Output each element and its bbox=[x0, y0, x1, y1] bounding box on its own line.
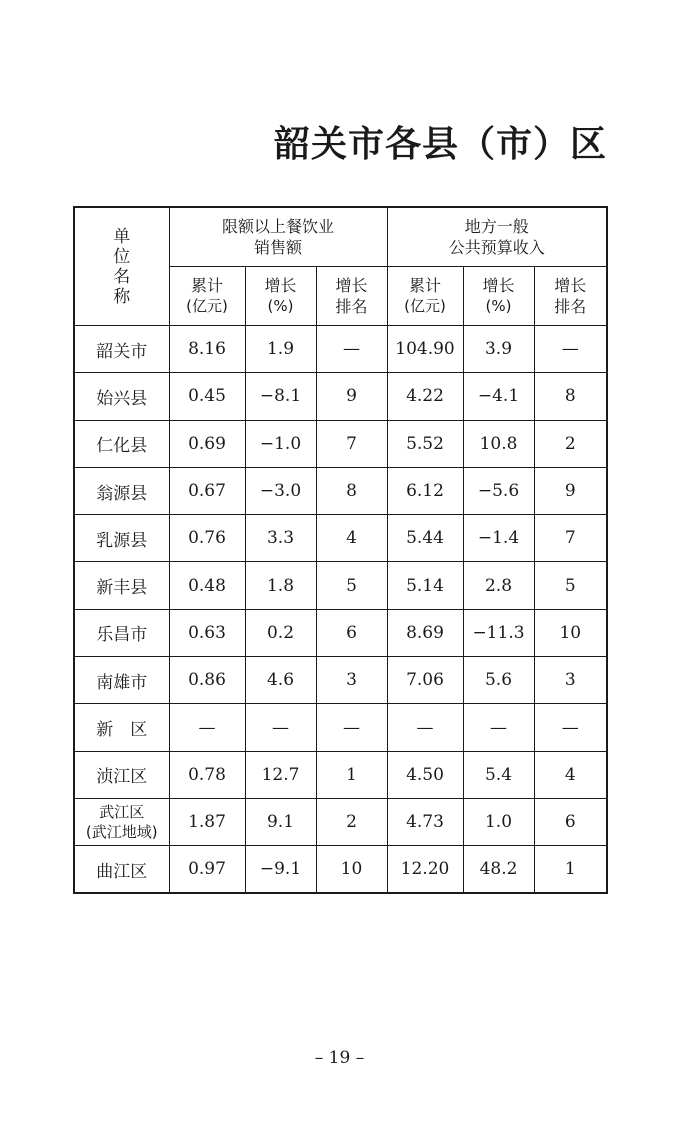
table-cell: 1 bbox=[316, 751, 387, 798]
table-row bbox=[74, 846, 607, 893]
sub-header-line: 增长 bbox=[482, 276, 515, 295]
table-cell: −11.3 bbox=[463, 609, 534, 656]
row-region-name: 乐昌市 bbox=[74, 609, 169, 656]
table-cell: 9.1 bbox=[245, 798, 316, 845]
table-cell: 8.69 bbox=[387, 609, 463, 656]
table-cell: −8.1 bbox=[245, 373, 316, 420]
table-cell: −5.6 bbox=[463, 467, 534, 514]
table-cell: 0.78 bbox=[169, 751, 245, 798]
table-cell: 2 bbox=[534, 420, 607, 467]
table-cell: — bbox=[245, 704, 316, 751]
sub-header-line: (亿元) bbox=[404, 297, 446, 315]
sub-header-line: 增长 bbox=[335, 276, 368, 295]
public-budget-header bbox=[387, 207, 607, 267]
table-cell: −1.4 bbox=[463, 515, 534, 562]
sub-header-line: 累计 bbox=[408, 276, 441, 295]
table-cell: 12.7 bbox=[245, 751, 316, 798]
table-cell: 6 bbox=[316, 609, 387, 656]
region-name-line: 武江区 bbox=[99, 803, 145, 822]
row-region-name: 南雄市 bbox=[74, 657, 169, 704]
table-cell: −1.0 bbox=[245, 420, 316, 467]
table-cell: 10 bbox=[316, 846, 387, 893]
sub-header-cumulative bbox=[169, 267, 245, 326]
table-cell: 0.76 bbox=[169, 515, 245, 562]
sub-header-growth bbox=[463, 267, 534, 326]
sub-header-growth-rank bbox=[316, 267, 387, 326]
catering-sales-header bbox=[169, 207, 387, 267]
table-row bbox=[74, 326, 607, 373]
table-cell: 8 bbox=[316, 467, 387, 514]
sub-header-line: 增长 bbox=[554, 276, 587, 295]
table-cell: 1.8 bbox=[245, 562, 316, 609]
table-cell: 0.67 bbox=[169, 467, 245, 514]
table-cell: — bbox=[169, 704, 245, 751]
table-cell: 3.3 bbox=[245, 515, 316, 562]
unit-name-header bbox=[74, 207, 169, 326]
table-row bbox=[74, 515, 607, 562]
table-row bbox=[74, 562, 607, 609]
table-row bbox=[74, 420, 607, 467]
sub-header-line: 排名 bbox=[554, 297, 587, 316]
table-cell: — bbox=[534, 704, 607, 751]
table-body bbox=[74, 326, 607, 894]
table-cell: 4.50 bbox=[387, 751, 463, 798]
table-cell: 5.4 bbox=[463, 751, 534, 798]
table-cell: −4.1 bbox=[463, 373, 534, 420]
sub-header-cumulative bbox=[387, 267, 463, 326]
public-budget-header-line: 公共预算收入 bbox=[448, 238, 545, 257]
table-cell: 5.44 bbox=[387, 515, 463, 562]
table-row bbox=[74, 657, 607, 704]
catering-sales-header-line: 限额以上餐饮业 bbox=[221, 217, 334, 236]
row-region-name: 乳源县 bbox=[74, 515, 169, 562]
table-row bbox=[74, 704, 607, 751]
table-row bbox=[74, 751, 607, 798]
sub-header-line: (%) bbox=[485, 297, 512, 315]
table-cell: 104.90 bbox=[387, 326, 463, 373]
table-cell: 12.20 bbox=[387, 846, 463, 893]
sub-header-line: 增长 bbox=[264, 276, 297, 295]
table-cell: 2.8 bbox=[463, 562, 534, 609]
table-cell: 48.2 bbox=[463, 846, 534, 893]
region-name-line: (武江地域) bbox=[85, 823, 158, 842]
table-cell: 5 bbox=[534, 562, 607, 609]
table-cell: 4.22 bbox=[387, 373, 463, 420]
row-region-name bbox=[74, 798, 169, 845]
table-cell: 4.73 bbox=[387, 798, 463, 845]
row-region-name: 仁化县 bbox=[74, 420, 169, 467]
row-region-name: 新丰县 bbox=[74, 562, 169, 609]
table-cell: 9 bbox=[534, 467, 607, 514]
table-cell: 3 bbox=[534, 657, 607, 704]
table-cell: 8.16 bbox=[169, 326, 245, 373]
data-table bbox=[73, 206, 608, 894]
table-cell: 4 bbox=[316, 515, 387, 562]
row-region-name: 新 区 bbox=[74, 704, 169, 751]
row-region-name: 始兴县 bbox=[74, 373, 169, 420]
table-cell: 1.0 bbox=[463, 798, 534, 845]
sub-header-line: 累计 bbox=[190, 276, 223, 295]
table-cell: 0.63 bbox=[169, 609, 245, 656]
table-cell: 6 bbox=[534, 798, 607, 845]
table-cell: 7 bbox=[316, 420, 387, 467]
table-cell: 5.52 bbox=[387, 420, 463, 467]
table-cell: 0.86 bbox=[169, 657, 245, 704]
table-cell: — bbox=[387, 704, 463, 751]
table-cell: 7 bbox=[534, 515, 607, 562]
table-cell: 3.9 bbox=[463, 326, 534, 373]
unit-header-char: 位 bbox=[113, 246, 131, 267]
table-row bbox=[74, 609, 607, 656]
sub-header-growth bbox=[245, 267, 316, 326]
table-row bbox=[74, 373, 607, 420]
table-cell: 0.48 bbox=[169, 562, 245, 609]
table-cell: 1.87 bbox=[169, 798, 245, 845]
table-cell: 4.6 bbox=[245, 657, 316, 704]
sub-header-line: (亿元) bbox=[186, 297, 228, 315]
table-cell: −3.0 bbox=[245, 467, 316, 514]
table-cell: 10 bbox=[534, 609, 607, 656]
table-cell: 10.8 bbox=[463, 420, 534, 467]
catering-sales-header-line: 销售额 bbox=[253, 238, 302, 257]
sub-header-line: (%) bbox=[267, 297, 294, 315]
table-cell: 0.97 bbox=[169, 846, 245, 893]
table-cell: 9 bbox=[316, 373, 387, 420]
row-region-name: 韶关市 bbox=[74, 326, 169, 373]
page-number: – 19 – bbox=[314, 1048, 365, 1068]
table-cell: 7.06 bbox=[387, 657, 463, 704]
table-cell: — bbox=[316, 704, 387, 751]
table-cell: 1.9 bbox=[245, 326, 316, 373]
table-cell: — bbox=[316, 326, 387, 373]
table-cell: — bbox=[534, 326, 607, 373]
table-cell: 0.2 bbox=[245, 609, 316, 656]
table-cell: — bbox=[463, 704, 534, 751]
table-cell: 5.14 bbox=[387, 562, 463, 609]
table-cell: 0.45 bbox=[169, 373, 245, 420]
sub-header-line: 排名 bbox=[335, 297, 368, 316]
unit-header-char: 称 bbox=[113, 286, 131, 307]
row-region-name: 翁源县 bbox=[74, 467, 169, 514]
public-budget-header-line: 地方一般 bbox=[464, 217, 529, 236]
sub-header-growth-rank bbox=[534, 267, 607, 326]
table-cell: 5.6 bbox=[463, 657, 534, 704]
table-row bbox=[74, 467, 607, 514]
unit-header-char: 名 bbox=[113, 266, 131, 287]
row-region-name: 浈江区 bbox=[74, 751, 169, 798]
table-cell: 4 bbox=[534, 751, 607, 798]
page-title: 韶关市各县（市）区 bbox=[273, 123, 607, 165]
table-cell: 5 bbox=[316, 562, 387, 609]
table-cell: 8 bbox=[534, 373, 607, 420]
table-cell: 2 bbox=[316, 798, 387, 845]
table-cell: 6.12 bbox=[387, 467, 463, 514]
table-cell: 1 bbox=[534, 846, 607, 893]
table-cell: 3 bbox=[316, 657, 387, 704]
table-row bbox=[74, 798, 607, 845]
row-region-name: 曲江区 bbox=[74, 846, 169, 893]
unit-header-char: 单 bbox=[113, 226, 131, 247]
table-cell: −9.1 bbox=[245, 846, 316, 893]
table-cell: 0.69 bbox=[169, 420, 245, 467]
